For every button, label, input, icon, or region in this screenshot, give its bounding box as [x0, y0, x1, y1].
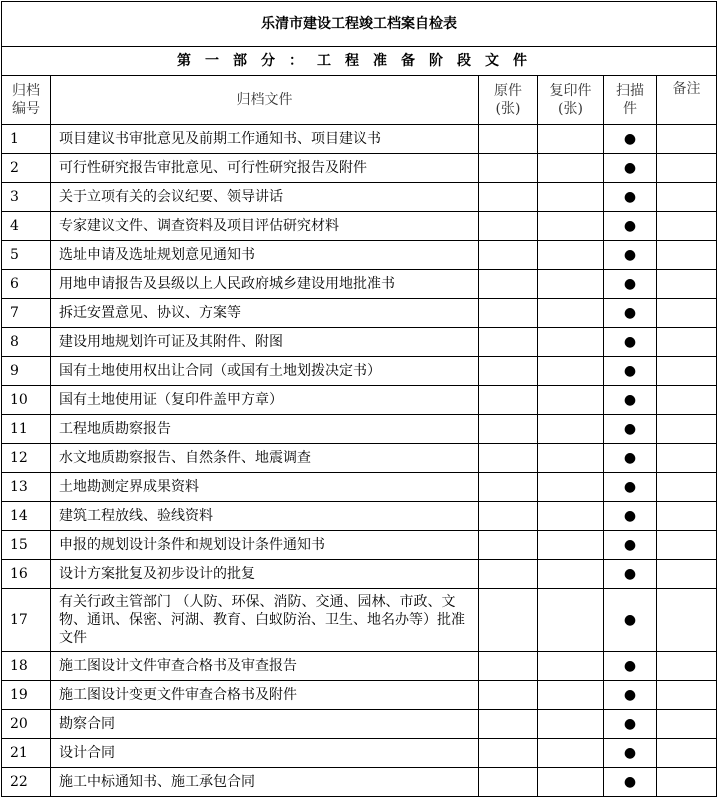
original-count-cell [479, 531, 538, 560]
archive-no: 16 [2, 560, 51, 589]
table-row [2, 154, 717, 183]
scan-mark: ● [604, 768, 657, 797]
scan-mark: ● [604, 183, 657, 212]
copy-count-cell [538, 473, 604, 502]
remark-cell [657, 710, 717, 739]
copy-count-cell [538, 241, 604, 270]
archive-no: 3 [2, 183, 51, 212]
original-count-cell [479, 241, 538, 270]
original-count-cell [479, 125, 538, 154]
scan-mark: ● [604, 125, 657, 154]
header-scan [604, 76, 657, 125]
scan-mark: ● [604, 444, 657, 473]
archive-no: 13 [2, 473, 51, 502]
copy-count-cell [538, 183, 604, 212]
table-row [2, 415, 717, 444]
table-row [2, 357, 717, 386]
scan-mark: ● [604, 299, 657, 328]
original-count-cell [479, 473, 538, 502]
archive-no: 12 [2, 444, 51, 473]
original-count-cell [479, 768, 538, 797]
file-name: 设计方案批复及初步设计的批复 [51, 560, 479, 589]
original-count-cell [479, 328, 538, 357]
scan-mark: ● [604, 739, 657, 768]
archive-no: 14 [2, 502, 51, 531]
file-name: 选址申请及选址规划意见通知书 [51, 241, 479, 270]
original-count-cell [479, 502, 538, 531]
file-name: 申报的规划设计条件和规划设计条件通知书 [51, 531, 479, 560]
copy-count-cell [538, 125, 604, 154]
remark-cell [657, 739, 717, 768]
archive-no: 21 [2, 739, 51, 768]
remark-cell [657, 357, 717, 386]
archive-no: 2 [2, 154, 51, 183]
scan-mark: ● [604, 415, 657, 444]
original-count-cell [479, 183, 538, 212]
file-name: 拆迁安置意见、协议、方案等 [51, 299, 479, 328]
header-original-line2: (张) [495, 101, 521, 117]
archive-no: 5 [2, 241, 51, 270]
header-archive-no [2, 76, 51, 125]
scan-mark: ● [604, 473, 657, 502]
copy-count-cell [538, 560, 604, 589]
file-name: 施工中标通知书、施工承包合同 [51, 768, 479, 797]
scan-mark: ● [604, 531, 657, 560]
table-row [2, 739, 717, 768]
original-count-cell [479, 386, 538, 415]
table-row [2, 710, 717, 739]
file-name: 勘察合同 [51, 710, 479, 739]
copy-count-cell [538, 415, 604, 444]
original-count-cell [479, 652, 538, 681]
header-copy-line1: 复印件 [549, 83, 592, 99]
remark-cell [657, 415, 717, 444]
header-remark: 备注 [657, 76, 717, 125]
table-row [2, 473, 717, 502]
header-original [479, 76, 538, 125]
remark-cell [657, 328, 717, 357]
table-row [2, 560, 717, 589]
copy-count-cell [538, 681, 604, 710]
remark-cell [657, 270, 717, 299]
file-name: 施工图设计变更文件审查合格书及附件 [51, 681, 479, 710]
header-scan-line1: 扫描 [616, 83, 644, 99]
remark-cell [657, 154, 717, 183]
file-name: 水文地质勘察报告、自然条件、地震调查 [51, 444, 479, 473]
remark-cell [657, 183, 717, 212]
header-copy-line2: (张) [558, 101, 583, 117]
remark-cell [657, 473, 717, 502]
file-name: 国有土地使用权出让合同（或国有土地划拨决定书） [51, 357, 479, 386]
header-original-line1: 原件 [494, 83, 522, 99]
original-count-cell [479, 739, 538, 768]
copy-count-cell [538, 502, 604, 531]
original-count-cell [479, 444, 538, 473]
copy-count-cell [538, 154, 604, 183]
table-row [2, 768, 717, 797]
remark-cell [657, 531, 717, 560]
copy-count-cell [538, 444, 604, 473]
file-name: 可行性研究报告审批意见、可行性研究报告及附件 [51, 154, 479, 183]
archive-no: 20 [2, 710, 51, 739]
archive-no: 1 [2, 125, 51, 154]
archive-no: 7 [2, 299, 51, 328]
file-name: 土地勘测定界成果资料 [51, 473, 479, 502]
table-row [2, 328, 717, 357]
original-count-cell [479, 589, 538, 652]
archive-no: 9 [2, 357, 51, 386]
archive-no: 19 [2, 681, 51, 710]
copy-count-cell [538, 357, 604, 386]
file-name: 用地申请报告及县级以上人民政府城乡建设用地批准书 [51, 270, 479, 299]
copy-count-cell [538, 768, 604, 797]
header-scan-line2: 件 [623, 101, 637, 117]
scan-mark: ● [604, 241, 657, 270]
original-count-cell [479, 212, 538, 241]
table-row [2, 125, 717, 154]
scan-mark: ● [604, 212, 657, 241]
header-archive-no-line1: 归档 [12, 83, 40, 99]
scan-mark: ● [604, 502, 657, 531]
copy-count-cell [538, 386, 604, 415]
original-count-cell [479, 357, 538, 386]
archive-no: 15 [2, 531, 51, 560]
file-name: 施工图设计文件审查合格书及审查报告 [51, 652, 479, 681]
original-count-cell [479, 681, 538, 710]
scan-mark: ● [604, 270, 657, 299]
copy-count-cell [538, 212, 604, 241]
original-count-cell [479, 560, 538, 589]
table-row [2, 502, 717, 531]
remark-cell [657, 768, 717, 797]
self-check-table [1, 1, 717, 797]
original-count-cell [479, 299, 538, 328]
remark-cell [657, 589, 717, 652]
remark-cell [657, 560, 717, 589]
file-name: 项目建议书审批意见及前期工作通知书、项目建议书 [51, 125, 479, 154]
table-row [2, 212, 717, 241]
archive-no: 18 [2, 652, 51, 681]
copy-count-cell [538, 531, 604, 560]
table-row [2, 183, 717, 212]
remark-cell [657, 125, 717, 154]
scan-mark: ● [604, 357, 657, 386]
scan-mark: ● [604, 710, 657, 739]
table-row [2, 652, 717, 681]
remark-cell [657, 241, 717, 270]
scan-mark: ● [604, 652, 657, 681]
table-row [2, 444, 717, 473]
file-name: 有关行政主管部门 （人防、环保、消防、交通、园林、市政、文物、通讯、保密、河湖、教育、白蚁防治、卫生、地名办等）批准文件 [51, 589, 479, 652]
remark-cell [657, 681, 717, 710]
file-name: 专家建议文件、调查资料及项目评估研究材料 [51, 212, 479, 241]
copy-count-cell [538, 270, 604, 299]
original-count-cell [479, 154, 538, 183]
table-row [2, 386, 717, 415]
table-row [2, 241, 717, 270]
scan-mark: ● [604, 386, 657, 415]
file-name: 工程地质勘察报告 [51, 415, 479, 444]
scan-mark: ● [604, 154, 657, 183]
archive-no: 22 [2, 768, 51, 797]
remark-cell [657, 502, 717, 531]
table-row [2, 270, 717, 299]
copy-count-cell [538, 739, 604, 768]
header-archive-file: 归档文件 [51, 76, 479, 125]
original-count-cell [479, 710, 538, 739]
remark-cell [657, 444, 717, 473]
original-count-cell [479, 415, 538, 444]
form-title: 乐清市建设工程竣工档案自检表 [2, 2, 717, 47]
archive-no: 11 [2, 415, 51, 444]
remark-cell [657, 386, 717, 415]
archive-no: 10 [2, 386, 51, 415]
table-header-row [2, 76, 717, 125]
copy-count-cell [538, 589, 604, 652]
table-row [2, 531, 717, 560]
file-name: 建筑工程放线、验线资料 [51, 502, 479, 531]
copy-count-cell [538, 710, 604, 739]
scan-mark: ● [604, 589, 657, 652]
copy-count-cell [538, 652, 604, 681]
remark-cell [657, 299, 717, 328]
header-copy [538, 76, 604, 125]
archive-no: 17 [2, 589, 51, 652]
scan-mark: ● [604, 328, 657, 357]
remark-cell [657, 212, 717, 241]
table-row [2, 589, 717, 652]
file-name: 关于立项有关的会议纪要、领导讲话 [51, 183, 479, 212]
archive-no: 8 [2, 328, 51, 357]
table-row [2, 299, 717, 328]
archive-no: 6 [2, 270, 51, 299]
file-name: 建设用地规划许可证及其附件、附图 [51, 328, 479, 357]
section-heading: 第一部分：工程准备阶段文件 [2, 47, 717, 76]
copy-count-cell [538, 328, 604, 357]
copy-count-cell [538, 299, 604, 328]
scan-mark: ● [604, 681, 657, 710]
table-row [2, 681, 717, 710]
header-archive-no-line2: 编号 [12, 101, 40, 117]
original-count-cell [479, 270, 538, 299]
file-name: 设计合同 [51, 739, 479, 768]
file-name: 国有土地使用证（复印件盖甲方章） [51, 386, 479, 415]
scan-mark: ● [604, 560, 657, 589]
remark-cell [657, 652, 717, 681]
archive-no: 4 [2, 212, 51, 241]
